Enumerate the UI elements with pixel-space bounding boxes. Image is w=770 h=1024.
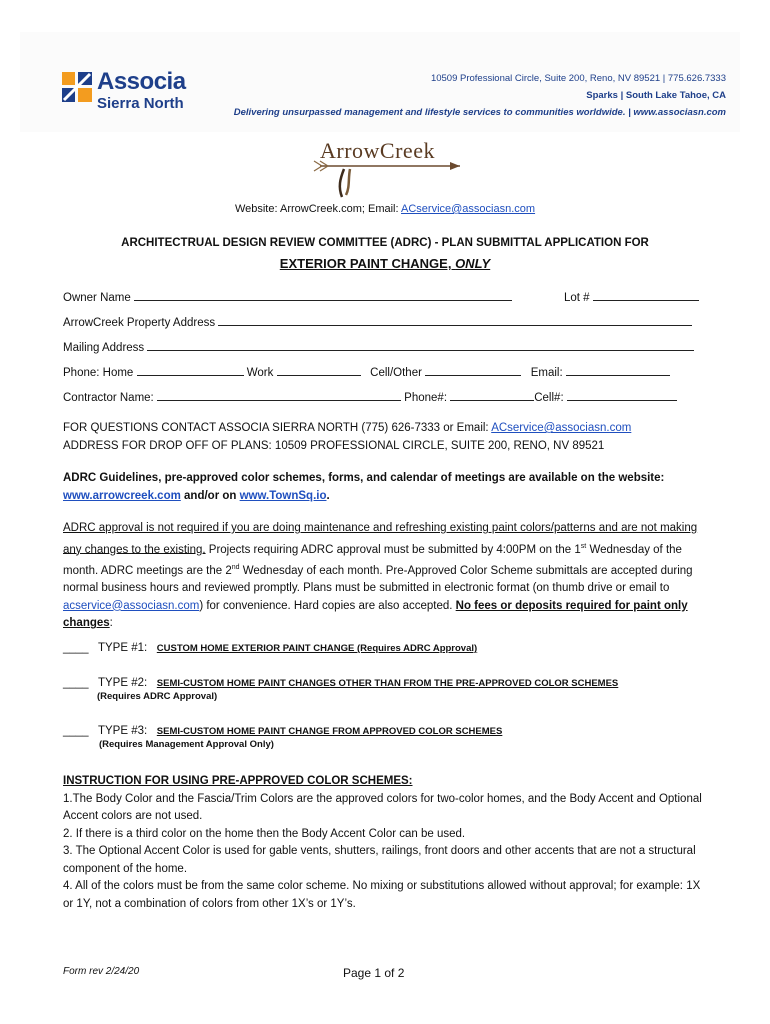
contractor-name-label: Contractor Name:	[63, 392, 154, 404]
contractor-name-field[interactable]	[157, 389, 401, 401]
property-row	[63, 314, 692, 329]
townsq-link[interactable]: www.TownSq.io	[239, 489, 327, 502]
type-3-checkbox-line[interactable]: ____	[63, 725, 89, 737]
mailing-row	[63, 339, 694, 354]
type-1-checkbox-line[interactable]: ____	[63, 642, 89, 654]
type-1-description: CUSTOM HOME EXTERIOR PAINT CHANGE (Requires ADRC Approval)	[156, 643, 478, 654]
contractor-row	[63, 389, 677, 404]
mailing-address-label: Mailing Address	[63, 342, 145, 354]
contact-email-link[interactable]: ACservice@associasn.com	[401, 203, 536, 215]
type-1-label: TYPE #1:	[97, 642, 148, 654]
phone-home-label: Phone: Home	[63, 367, 134, 379]
guidelines-end: .	[326, 489, 330, 502]
mailing-address-field[interactable]	[147, 339, 694, 351]
instruction-item-3: 3. The Optional Accent Color is used for gable vents, shutters, railings, front doors and other accents that are not a structural component of the home.	[63, 845, 696, 875]
work-label: Work	[246, 367, 274, 379]
phone-row	[63, 364, 670, 379]
office-address: 10509 Professional Circle, Suite 200, Reno, NV 89521 | 775.626.7333	[430, 73, 726, 84]
community-logo-text: ArrowCreek	[320, 138, 435, 163]
property-address-label: ArrowCreek Property Address	[63, 317, 216, 329]
contractor-phone-label: Phone#:	[404, 392, 448, 404]
cell-other-label: Cell/Other	[370, 367, 422, 379]
approval-colon: :	[109, 617, 113, 630]
contractor-cell-label: Cell#:	[534, 392, 564, 404]
lot-row	[564, 289, 699, 304]
lot-label: Lot #	[564, 292, 590, 304]
contractor-cell-field[interactable]	[567, 389, 677, 401]
approval-body-3: Wednesday of each month. Pre-Approved Color Scheme submittals are accepted during normal business hours and reviewed promptly. Plans must be submitted in electronic format (on thumb drive or email to	[63, 564, 693, 595]
type-2-requirement: (Requires ADRC Approval)	[97, 691, 218, 702]
form-subtitle-main: EXTERIOR PAINT CHANGE,	[279, 256, 456, 271]
ordinal-2nd: nd	[231, 563, 240, 571]
property-address-field[interactable]	[218, 314, 692, 326]
cell-other-field[interactable]	[425, 364, 521, 376]
type-2-description: SEMI-CUSTOM HOME PAINT CHANGES OTHER THAN FROM THE PRE-APPROVED COLOR SCHEMES	[156, 678, 619, 689]
questions-block	[63, 420, 713, 455]
questions-email-link[interactable]: ACservice@associasn.com	[491, 422, 632, 434]
owner-row	[63, 289, 512, 304]
approval-email-link[interactable]: acservice@associasn.com	[63, 599, 200, 612]
email-field[interactable]	[566, 364, 670, 376]
arrowcreek-logo	[300, 133, 470, 203]
guidelines-text: ADRC Guidelines, pre-approved color schemes, forms, and calendar of meetings are available on the website:	[63, 472, 665, 484]
tagline: Delivering unsurpassed management and lifestyle services to communities worldwide. | www.associasn.com	[233, 107, 726, 118]
approval-body-2: Wednesday of the month. ADRC meetings are the 2	[63, 543, 682, 577]
ordinal-1st: st	[580, 542, 587, 550]
page-number: Page 1 of 2	[343, 966, 405, 980]
type-3-option[interactable]	[63, 725, 502, 750]
form-title: ARCHITECTRUAL DESIGN REVIEW COMMITTEE (ADRC) - PLAN SUBMITTAL APPLICATION FOR	[121, 237, 649, 249]
form-subtitle	[0, 256, 770, 271]
office-locations: Sparks | South Lake Tahoe, CA	[586, 90, 726, 101]
associa-logo-icon	[62, 72, 92, 102]
phone-home-field[interactable]	[137, 364, 244, 376]
instructions-block	[63, 773, 713, 913]
work-phone-field[interactable]	[277, 364, 361, 376]
approval-body-1: Projects requiring ADRC approval must be submitted by 4:00PM on the 1	[205, 543, 581, 556]
guidelines-block	[63, 470, 713, 505]
website-text: Website: ArrowCreek.com; Email:	[234, 203, 402, 215]
instructions-heading: INSTRUCTION FOR USING PRE-APPROVED COLOR SCHEMES:	[63, 775, 413, 787]
lot-number-field[interactable]	[593, 289, 699, 301]
form-revision: Form rev 2/24/20	[63, 966, 140, 977]
arrowcreek-website-link[interactable]: www.arrowcreek.com	[63, 489, 181, 502]
drop-off-address: ADDRESS FOR DROP OFF OF PLANS: 10509 PROFESSIONAL CIRCLE, SUITE 200, RENO, NV 89521	[63, 439, 605, 452]
brand-subtitle: Sierra North	[97, 95, 184, 112]
type-3-label: TYPE #3:	[97, 725, 148, 737]
instruction-item-1: 1.The Body Color and the Fascia/Trim Colors are the approved colors for two-color homes, and the Body Accent and Optional Accent colors are not used.	[63, 792, 702, 822]
questions-contact-text: FOR QUESTIONS CONTACT ASSOCIA SIERRA NORTH (775) 626-7333 or Email:	[63, 422, 492, 434]
instruction-item-2: 2. If there is a third color on the home then the Body Accent Color can be used.	[63, 827, 466, 840]
type-1-option[interactable]	[63, 642, 477, 654]
website-line	[0, 203, 770, 215]
type-2-checkbox-line[interactable]: ____	[63, 677, 89, 689]
form-subtitle-emphasis: ONLY	[455, 256, 491, 271]
letterhead-contact	[234, 70, 726, 121]
approval-paragraph	[63, 520, 713, 633]
type-2-label: TYPE #2:	[97, 677, 148, 689]
contractor-phone-field[interactable]	[450, 389, 534, 401]
owner-name-field[interactable]	[134, 289, 512, 301]
email-label: Email:	[530, 367, 563, 379]
instruction-item-4: 4. All of the colors must be from the same color scheme. No mixing or substitutions allowed without approval; for example: 1X or 1Y, not a combination of colors from other 1X’s or 1Y’s.	[63, 880, 701, 910]
brand-name: Associa	[97, 68, 186, 95]
owner-name-label: Owner Name	[63, 292, 131, 304]
approval-note-underlined: ADRC approval is not required if you are doing maintenance and refreshing existing paint colors/patterns and are not making any changes to the existing.	[63, 522, 698, 556]
type-2-option[interactable]	[63, 677, 618, 702]
no-fees-note: No fees or deposits required for paint only changes	[63, 599, 688, 630]
type-3-requirement: (Requires Management Approval Only)	[99, 739, 274, 750]
guidelines-mid-text: and/or on	[180, 489, 240, 502]
approval-body-4: ) for convenience. Hard copies are also accepted.	[199, 599, 456, 612]
type-3-description: SEMI-CUSTOM HOME PAINT CHANGE FROM APPROVED COLOR SCHEMES	[156, 726, 503, 737]
